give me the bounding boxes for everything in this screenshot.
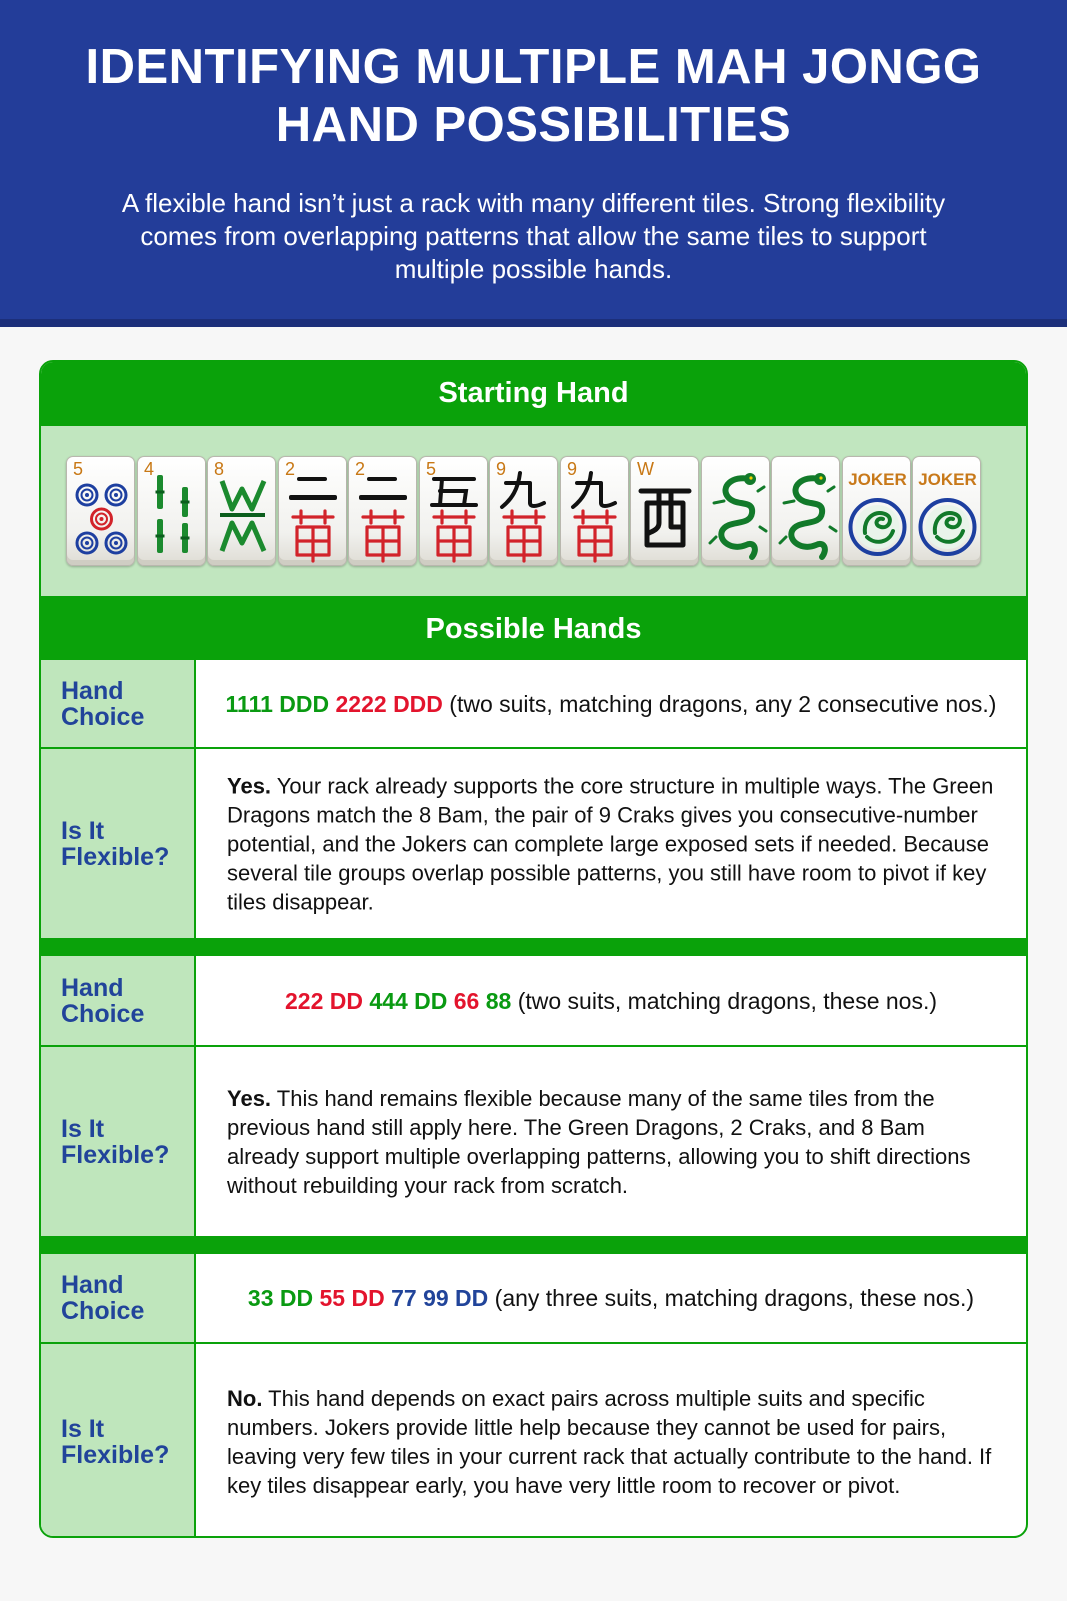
green-dragon-tile-icon [771,456,840,566]
flexibility-value-cell [196,1344,1026,1538]
hand-choice-label-cell [41,1254,196,1342]
flexibility-row-1 [41,749,1026,938]
green-dragon-tile-icon-art [772,457,840,566]
hand-note: (any three suits, matching dragons, these nos.) [494,1285,975,1311]
header-banner [0,0,1067,327]
tile-index: 4 [144,459,155,479]
flexibility-label: Is It Flexible? [61,1415,170,1469]
flexibility-value-cell [196,749,1026,938]
four-bam-tile-icon [137,456,206,566]
page-subtitle: A flexible hand isn’t just a rack with many different tiles. Strong flexibility comes from overlapping patterns that allow the same tiles to support multiple possible hands. [121,188,946,284]
tile-index: 5 [426,459,437,479]
tile-index: 8 [214,459,225,479]
hand-choice-label: Hand Choice [61,676,145,731]
hand-part: 88 [485,987,512,1014]
hand-choice-label-cell [41,956,196,1045]
hand-part: 66 [453,987,480,1014]
green-dragon-tile-icon [701,456,770,566]
flexibility-text [227,1384,998,1500]
flexibility-row-2 [41,1047,1026,1236]
nine-crak-tile-icon [560,456,629,566]
hand-part: 55 DD [319,1285,385,1311]
hand-choice-label: Hand Choice [61,973,145,1028]
tile-index: 9 [496,459,507,479]
joker-tile-icon [842,456,911,566]
hand-choice-value-cell [196,1254,1026,1342]
flexibility-row-3 [41,1344,1026,1538]
west-wind-tile-icon [630,456,699,566]
flexibility-answer: Yes. [227,1085,272,1111]
hand-choice-value-cell [196,956,1026,1045]
flexibility-label: Is It Flexible? [61,816,170,871]
joker-label: JOKER [918,470,977,489]
flexibility-answer: No. [227,1386,263,1411]
starting-hand-rack [41,426,1026,596]
tile-index: 9 [567,459,578,479]
hand-choice-row-1 [41,660,1026,749]
nine-crak-tile-icon [489,456,558,566]
hand-note: (two suits, matching dragons, these nos.) [517,987,938,1014]
flexibility-answer: Yes. [227,773,272,798]
hand-part: 77 99 DD [391,1285,489,1311]
hand-part: 444 DD [369,987,448,1014]
hand-part: 222 DD [284,987,363,1014]
hand-choice-text [196,690,1026,718]
hand-choice-text [196,1284,1026,1312]
hand-note: (two suits, matching dragons, any 2 consecutive nos.) [449,690,997,717]
hand-choice-label-cell [41,660,196,747]
flexibility-explanation: Your rack already supports the core structure in multiple ways. The Green Dragons match the 8 Bam, the pair of 9 Craks gives you consecutive-number potential, and the Jokers can complete large exposed sets if needed. Because several tile groups overlap possible patterns, you still have room to pivot if key tiles disappear. [227,773,994,914]
flexibility-label-cell [41,1344,196,1538]
five-dots-tile-icon [66,456,135,566]
hand-choice-row-2 [41,956,1026,1047]
tile-index: 2 [285,459,296,479]
page-title: IDENTIFYING MULTIPLE MAH JONGG HAND POSSIBILITIES [85,40,982,152]
two-crak-tile-icon [348,456,417,566]
possible-hands-heading: Possible Hands [41,596,1026,660]
hand-choice-value-cell [196,660,1026,747]
green-dragon-tile-icon-art [702,457,770,566]
flexibility-explanation: This hand remains flexible because many of the same tiles from the previous hand still apply here. The Green Dragons, 2 Craks, and 8 Bam already support multiple overlapping patterns, allowing you to shift directions without rebuilding your rack from scratch. [227,1085,971,1198]
joker-tile-icon [912,456,981,566]
flexibility-label: Is It Flexible? [61,1114,170,1169]
hand-part: 33 DD [247,1285,314,1311]
row-separator [41,938,1026,956]
hand-choice-label: Hand Choice [61,1271,145,1325]
tile-index: W [637,459,654,479]
hand-choice-text [196,987,1026,1015]
flexibility-explanation: This hand depends on exact pairs across multiple suits and specific numbers. Jokers provide little help because they cannot be used for pairs, leaving very few tiles in your current rack that actually contribute to the hand. If key tiles disappear early, you have very little room to recover or pivot. [227,1386,992,1498]
row-separator [41,1236,1026,1254]
tile-index: 5 [73,459,84,479]
eight-bam-tile-icon [207,456,276,566]
hand-card [39,360,1028,1538]
flexibility-label-cell [41,749,196,938]
joker-tile-icon-art [913,457,981,566]
flexibility-text [227,1084,998,1200]
flexibility-text [227,771,998,916]
flexibility-label-cell [41,1047,196,1236]
joker-tile-icon-art [843,457,911,566]
flexibility-value-cell [196,1047,1026,1236]
starting-hand-heading: Starting Hand [41,362,1026,426]
hand-part: 1111 DDD [225,690,330,717]
tile-index: 2 [355,459,366,479]
hand-part: 2222 DDD [335,690,443,717]
two-crak-tile-icon [278,456,347,566]
joker-label: JOKER [848,470,907,489]
five-crak-tile-icon [419,456,488,566]
hand-choice-row-3 [41,1254,1026,1344]
